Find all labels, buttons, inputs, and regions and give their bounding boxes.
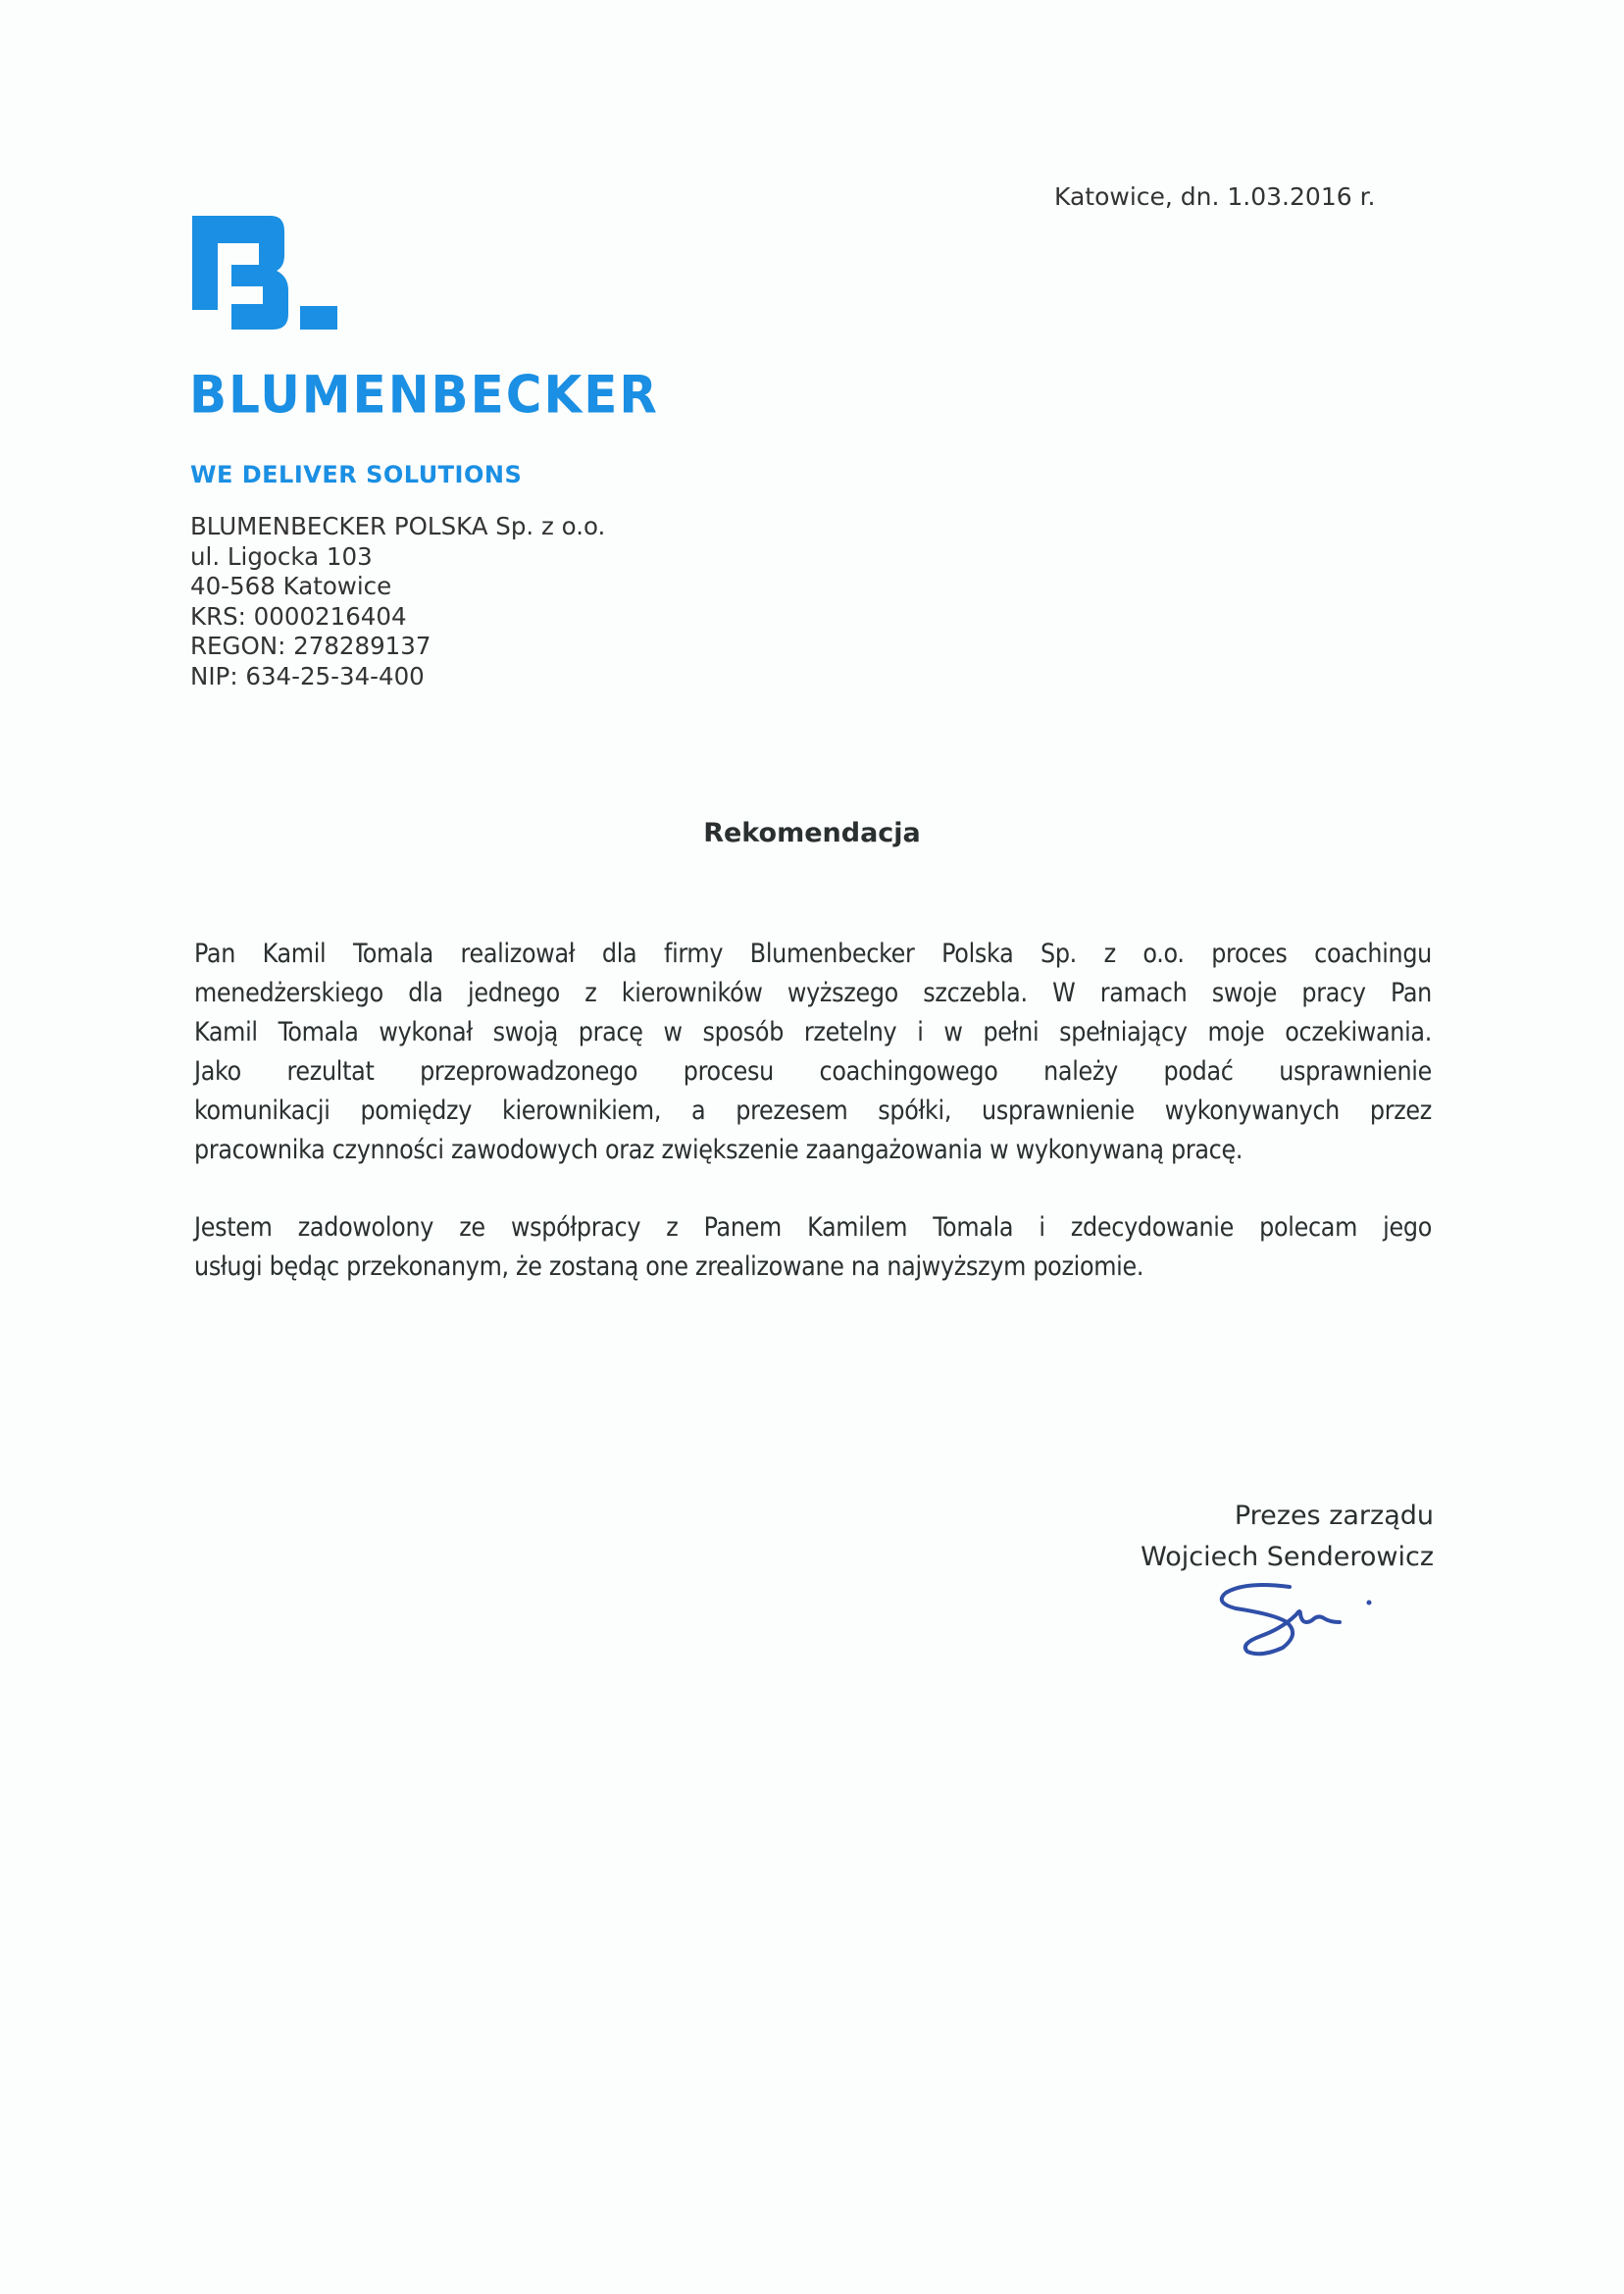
regon-number: REGON: 278289137: [190, 632, 431, 660]
text-line: Pan Kamil Tomala realizował dla firmy Blumenbecker Polska Sp. z o.o. proces coachingu: [194, 939, 1432, 969]
signatory-role: Prezes zarządu: [1234, 1501, 1434, 1531]
paragraph-1: [194, 935, 1432, 1170]
signature-block: [1141, 1496, 1434, 1578]
text-line: menedżerskiego dla jednego z kierowników wyższego szczebla. W ramach swoje pracy Pan: [194, 978, 1432, 1008]
signatory-name: Wojciech Senderowicz: [1141, 1542, 1434, 1572]
handwritten-signature-icon: [1206, 1579, 1402, 1667]
text-line: Jako rezultat przeprowadzonego procesu coachingowego należy podać usprawnienie: [194, 1056, 1432, 1087]
text-line: Jestem zadowolony ze współpracy z Panem Kamilem Tomala i zdecydowanie polecam jego: [194, 1212, 1432, 1243]
blumenbecker-b-logo-icon: [190, 210, 337, 335]
nip-number: NIP: 634-25-34-400: [190, 661, 425, 690]
text-line: usługi będąc przekonanym, że zostaną one zrealizowane na najwyższym poziomie.: [194, 1251, 1144, 1282]
document-date: Katowice, dn. 1.03.2016 r.: [1054, 182, 1376, 211]
krs-number: KRS: 0000216404: [190, 601, 407, 631]
postal-city: 40-568 Katowice: [190, 572, 392, 600]
brand-tagline: WE DELIVER SOLUTIONS: [190, 461, 523, 488]
paragraph-2: [194, 1208, 1432, 1287]
document-title: Rekomendacja: [703, 818, 921, 848]
company-name: BLUMENBECKER POLSKA Sp. z o.o.: [190, 512, 606, 540]
text-line: pracownika czynności zawodowych oraz zwiększenie zaangażowania w wykonywaną pracę.: [194, 1135, 1243, 1165]
text-line: Kamil Tomala wykonał swoją pracę w sposób rzetelny i w pełni spełniający moje oczekiwania.: [194, 1017, 1432, 1047]
company-address: [190, 512, 605, 691]
brand-name: BLUMENBECKER: [189, 365, 659, 425]
text-line: komunikacji pomiędzy kierownikiem, a prezesem spółki, usprawnienie wykonywanych przez: [194, 1096, 1432, 1126]
street: ul. Ligocka 103: [190, 541, 373, 571]
